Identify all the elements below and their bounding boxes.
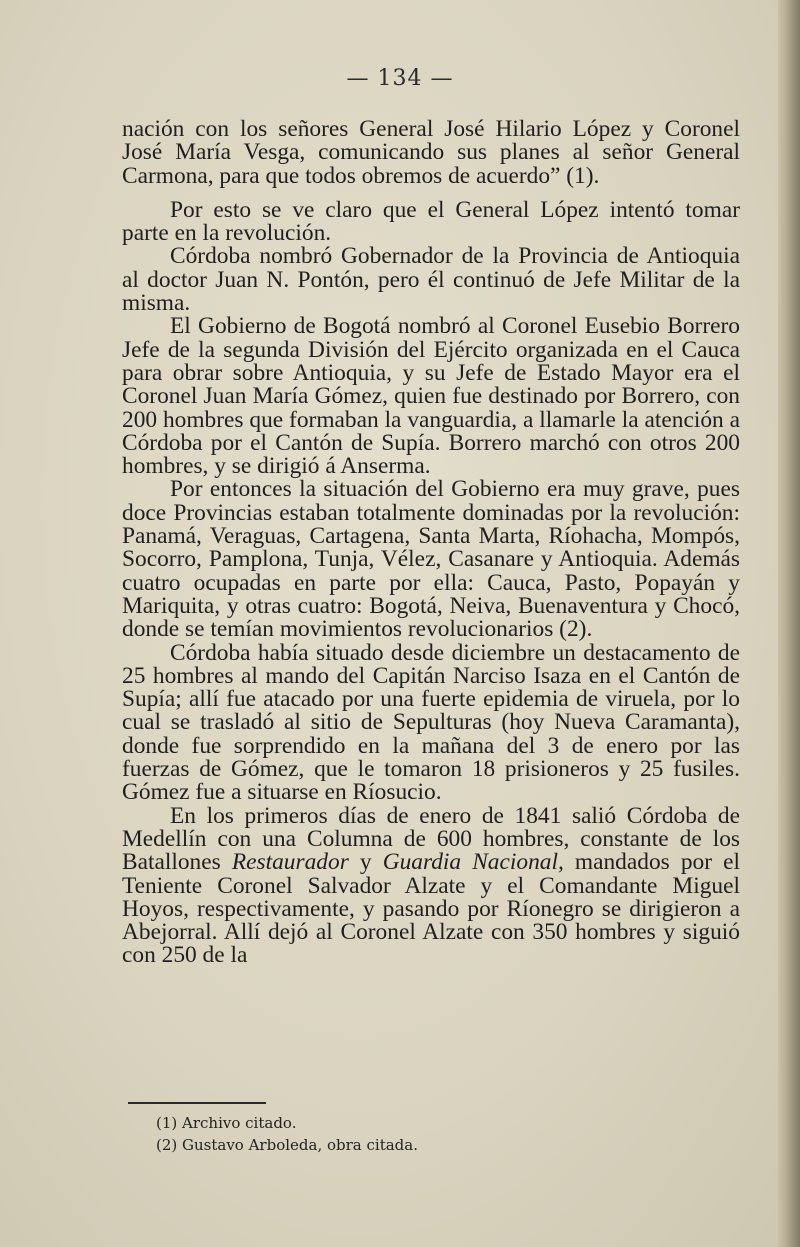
footnotes	[156, 1112, 418, 1156]
paragraph-4: El Gobierno de Bogotá nombró al Coronel Eusebio Borrero Jefe de la segunda División del Ejército organizada en el Cauca para obrar sobre Antioquia, y su Jefe de Estado Mayor era el Coronel Juan María Gómez, quien fue destinado por Borrero, con 200 hombres que formaban la vanguardia, a llamarle la atención a Córdoba por el Cantón de Supía. Borrero marchó con otros 200 hombres, y se dirigió á Anserma.	[122, 313, 740, 480]
paragraph-7-text-c: mandados por el Teniente Coronel Salvador Alzate y el Comandante Miguel Hoyos, respectivamente, y pasando por Ríonegro se dirigieron a Abejorral. Allí dejó al Coronel Alzate con 350 hombres y siguió con 250 de la	[122, 849, 740, 969]
paragraph-7-text-a: En los primeros días de enero de 1841 salió Córdoba de Medellín con una Columna de 600 hombres, constante de los Batallones	[122, 802, 740, 876]
battalion-name-guardia-nacional: Guardia Nacional,	[382, 849, 564, 876]
book-spine-shadow	[778, 0, 800, 1247]
body-text	[122, 118, 740, 968]
paragraph-5: Por entonces la situación del Gobierno era muy grave, pues doce Provincias estaban totalmente dominadas por la revolución: Panamá, Veraguas, Cartagena, Santa Marta, Ríohacha, Mompós, Socorro, Pamplona, Tunja, Vélez, Casanare y Antioquia. Además cuatro ocupadas en parte por ella: Cauca, Pasto, Popayán y Mariquita, y otras cuatro: Bogotá, Neiva, Buenaventura y Chocó, donde se temían movimientos revolucionarios (2).	[122, 476, 740, 643]
paragraph-2: Por esto se ve claro que el General López intentó tomar parte en la revolución.	[122, 196, 740, 247]
paragraph-3: Córdoba nombró Gobernador de la Provincia de Antioquia al doctor Juan N. Pontón, pero él continuó de Jefe Militar de la misma.	[122, 243, 740, 317]
footnote-2: (2) Gustavo Arboleda, obra citada.	[156, 1136, 418, 1154]
paragraph-1: nación con los señores General José Hilario López y Coronel José María Vesga, comunicando sus planes al señor General Carmona, para que todos obremos de acuerdo” (1).	[122, 116, 740, 189]
footnote-1: (1) Archivo citado.	[156, 1114, 297, 1132]
battalion-name-restaurador: Restaurador	[231, 849, 349, 876]
footnote-divider	[128, 1102, 266, 1104]
paragraph-7	[122, 802, 740, 969]
page-number: — 134 —	[346, 66, 454, 91]
paragraph-6: Córdoba había situado desde diciembre un destacamento de 25 hombres al mando del Capitán Narciso Isaza en el Cantón de Supía; allí fue atacado por una fuerte epidemia de viruela, por lo cual se trasladó al sitio de Sepulturas (hoy Nueva Caramanta), donde fue sorprendido en la mañana del 3 de enero por las fuerzas de Gómez, que le tomaron 18 prisioneros y 25 fusiles. Gómez fue a situarse en Ríosucio.	[122, 639, 740, 806]
paragraph-7-text-b: y	[348, 849, 383, 876]
